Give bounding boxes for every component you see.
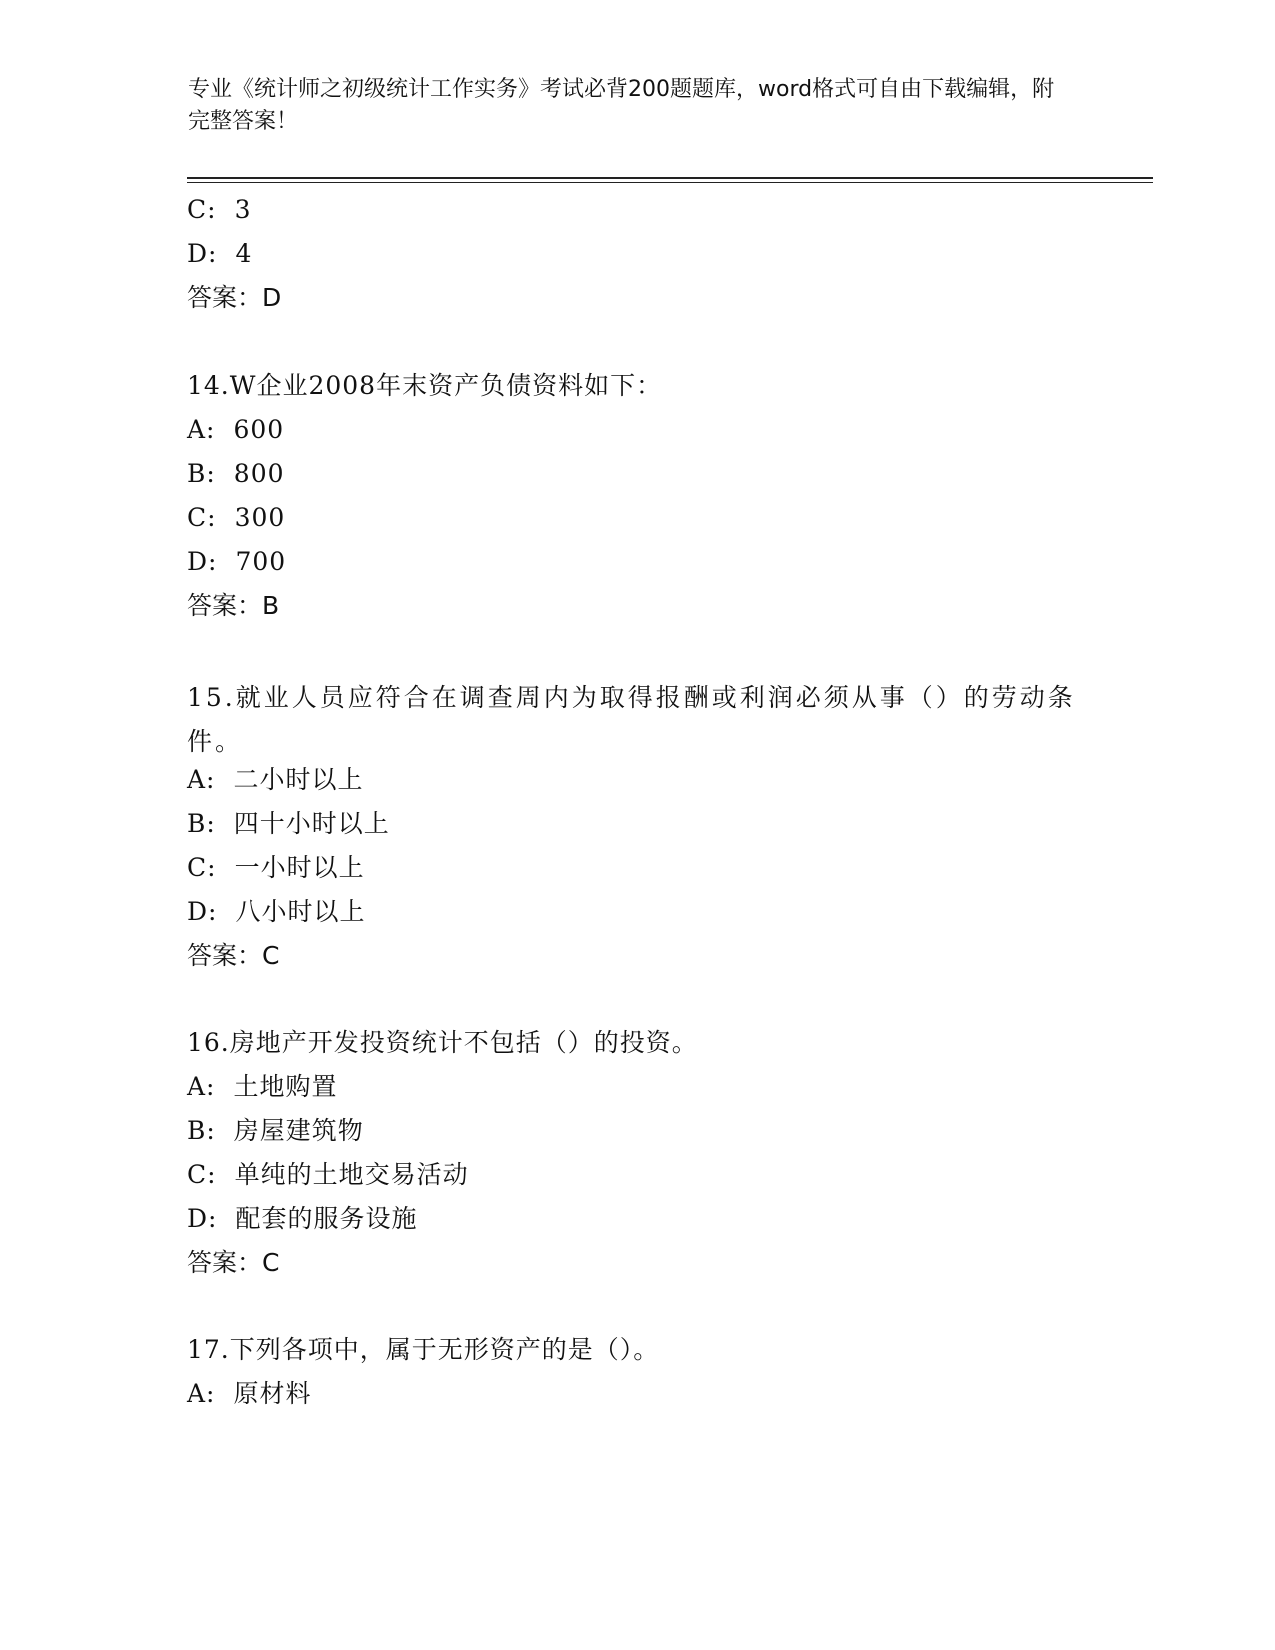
option-a: A: 原材料 (187, 1379, 312, 1408)
question-17: 17.下列各项中，属于无形资产的是（）。 (187, 1335, 660, 1364)
answer: 答案：C (187, 1248, 280, 1277)
option-b: B: 800 (187, 459, 285, 488)
option-c: C: 单纯的土地交易活动 (187, 1160, 469, 1189)
option-b: B: 四十小时以上 (187, 809, 390, 838)
question-16: 16.房地产开发投资统计不包括（）的投资。 (187, 1028, 698, 1057)
option-d: D: 配套的服务设施 (187, 1204, 418, 1233)
header-divider-thin (187, 182, 1153, 183)
document-header: 专业《统计师之初级统计工作实务》考试必背200题题库，word格式可自由下载编辑，附完整答案！ (188, 77, 1055, 134)
answer: 答案：B (187, 591, 280, 620)
option-d: D: 4 (187, 239, 253, 268)
option-a: A: 二小时以上 (187, 765, 364, 794)
option-c: C: 3 (187, 195, 252, 224)
question-15: 15.就业人员应符合在调查周内为取得报酬或利润必须从事（）的劳动条件。 (187, 683, 1076, 756)
option-c: C: 一小时以上 (187, 853, 365, 882)
answer: 答案：C (187, 941, 280, 970)
option-b: B: 房屋建筑物 (187, 1116, 364, 1145)
option-d: D: 700 (187, 547, 287, 576)
option-d: D: 八小时以上 (187, 897, 366, 926)
answer: 答案：D (187, 283, 282, 312)
header-divider (187, 177, 1153, 179)
option-c: C: 300 (187, 503, 286, 532)
question-14: 14.W企业2008年末资产负债资料如下： (187, 371, 663, 400)
option-a: A: 土地购置 (187, 1072, 338, 1101)
option-a: A: 600 (187, 415, 285, 444)
